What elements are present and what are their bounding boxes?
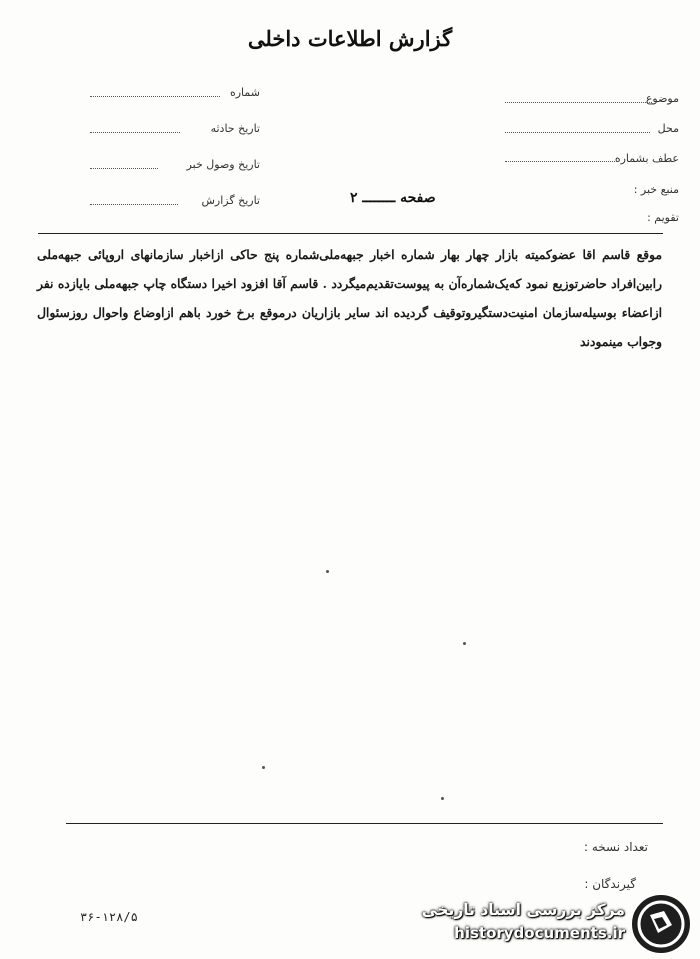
report-title: گزارش اطلاعات داخلی [247,26,453,51]
archive-logo-icon [630,893,692,955]
incident-date-label: تاریخ حادثه [210,122,260,135]
received-date-label: تاریخ وصول خبر [186,158,260,171]
place-label: محل [657,122,679,135]
source-label: منبع خبر : [633,183,679,196]
report-body: موقع قاسم اقا عضوکمیته بازار چهار بهار شماره اخبار جبهه‌ملی‌شماره پنج حاکی ازاخبار سازمانهای اروپائی جبهه‌ملی را‌بین‌افراد حاضرتوزیع نمود که‌یک‌شماره‌آن به پیوست‌تقدیم‌میگردد . قاسم آقا افزود اخیرا دستگاه چاپ جبهه‌ملی بایازده نفر ازاعضاء بوسیله‌سازمان امنیت‌دستگیروتوقیف گردیده اند سایر بازاریان درموقع برخ خورد باهم ازاوضاع واحوال روزسئوال وجواب مینمودند [37,247,662,349]
number-label: شماره [229,86,260,99]
paper-speck [441,797,444,800]
page-number: صفحه ــــــــ ۲ [350,190,436,206]
recipients-label: گیرندگان : [584,877,636,891]
paper-speck [326,570,329,573]
incident-date-line [90,132,180,133]
copies-label: تعداد نسخه : [583,840,648,854]
document-code: ۳۶-۱۲۸/۵ [80,910,138,924]
subject-line [505,102,652,103]
place-line [505,132,650,133]
received-date-line [90,168,158,169]
watermark-url: historydocuments.ir [454,924,625,942]
paper-speck [262,766,265,769]
bottom-rule [66,823,663,824]
top-rule [38,233,663,234]
watermark-name: مرکز بررسی اسناد تاریخی [421,901,625,919]
number-line [90,96,220,97]
paper-speck [463,642,466,645]
report-date-label: تاریخ گزارش [201,194,260,207]
evaluation-label: تقویم : [647,211,679,224]
ref-number-line [505,161,617,162]
ref-number-label: عطف بشماره [614,152,679,165]
subject-label: موضوع [645,92,679,105]
report-date-line [90,204,178,205]
